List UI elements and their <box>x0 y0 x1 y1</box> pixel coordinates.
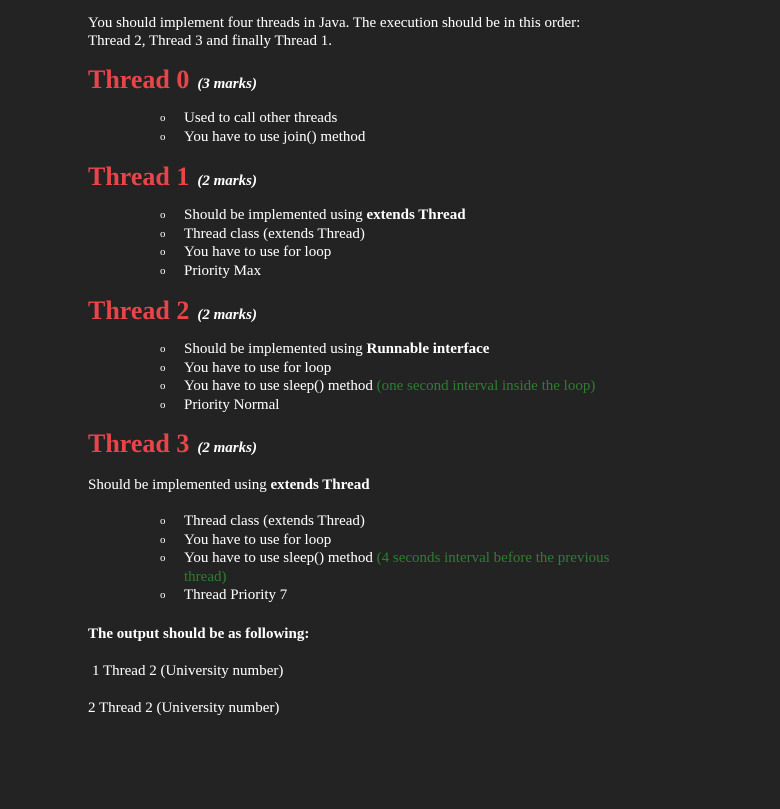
bullet-icon: o <box>160 130 166 143</box>
thread2-sleep-note: (one second interval inside the loop) <box>376 378 596 394</box>
thread2-list <box>88 340 688 414</box>
bullet-icon: o <box>160 589 166 601</box>
thread3-marks: (2 marks) <box>197 440 257 456</box>
list-item: o You have to use for loop <box>160 359 332 376</box>
list-item: o Priority Max <box>160 262 262 279</box>
thread3-list <box>88 512 688 605</box>
list-item: o Thread Priority 7 <box>160 587 288 603</box>
bullet-icon: o <box>160 112 166 124</box>
output-heading: The output should be as following: <box>88 625 310 642</box>
thread3-heading <box>88 428 688 460</box>
thread1-marks: (2 marks) <box>197 173 257 189</box>
thread0-list <box>88 109 688 146</box>
output-line-2: 2 Thread 2 (University number) <box>88 699 280 716</box>
intro-line-1: You should implement four threads in Java. The execution should be in this order: <box>88 15 581 31</box>
thread0-title: Thread 0 <box>88 65 190 94</box>
intro-paragraph <box>88 14 688 50</box>
thread0-heading <box>88 64 688 96</box>
list-item: o You have to use sleep() method (4 seconds interval before the previous thread) <box>160 550 610 585</box>
list-item: o You have to use join() method <box>160 128 366 145</box>
thread1-title: Thread 1 <box>88 162 190 191</box>
list-item: o You have to use sleep() method (one second interval inside the loop) <box>160 378 596 394</box>
list-item: o You have to use for loop <box>160 531 332 548</box>
thread3-sleep-note-cont: thread) <box>184 568 227 585</box>
bullet-icon: o <box>160 361 166 374</box>
list-item: o Should be implemented using Runnable interface <box>160 341 490 357</box>
bullet-icon: o <box>160 246 166 258</box>
bullet-icon: o <box>160 515 166 527</box>
thread0-marks: (3 marks) <box>197 76 257 92</box>
bullet-icon: o <box>160 264 166 277</box>
thread1-heading <box>88 161 688 193</box>
thread3-title: Thread 3 <box>88 429 190 458</box>
list-item: o Thread class (extends Thread) <box>160 513 365 529</box>
bullet-icon: o <box>160 533 166 546</box>
thread1-list <box>88 206 688 280</box>
bullet-icon: o <box>160 380 166 392</box>
thread3-sleep-note: (4 seconds interval before the previous <box>376 550 610 566</box>
thread2-heading <box>88 295 688 327</box>
list-item: o Thread class (extends Thread) <box>160 225 365 242</box>
thread3-intro: Should be implemented using extends Thread <box>88 477 370 493</box>
list-item: o Used to call other threads <box>160 110 338 126</box>
bullet-icon: o <box>160 227 166 240</box>
bullet-icon: o <box>160 343 166 355</box>
document <box>88 14 688 717</box>
bullet-icon: o <box>160 209 166 221</box>
output-line-1: 1 Thread 2 (University number) <box>92 662 284 679</box>
list-item: o Should be implemented using extends Thread <box>160 207 466 223</box>
list-item: o Priority Normal <box>160 396 280 413</box>
bullet-icon: o <box>160 398 166 411</box>
intro-line-2: Thread 2, Thread 3 and finally Thread 1. <box>88 33 332 49</box>
thread2-title: Thread 2 <box>88 296 190 325</box>
bullet-icon: o <box>160 552 166 564</box>
list-item: o You have to use for loop <box>160 244 332 260</box>
thread2-marks: (2 marks) <box>197 307 257 323</box>
